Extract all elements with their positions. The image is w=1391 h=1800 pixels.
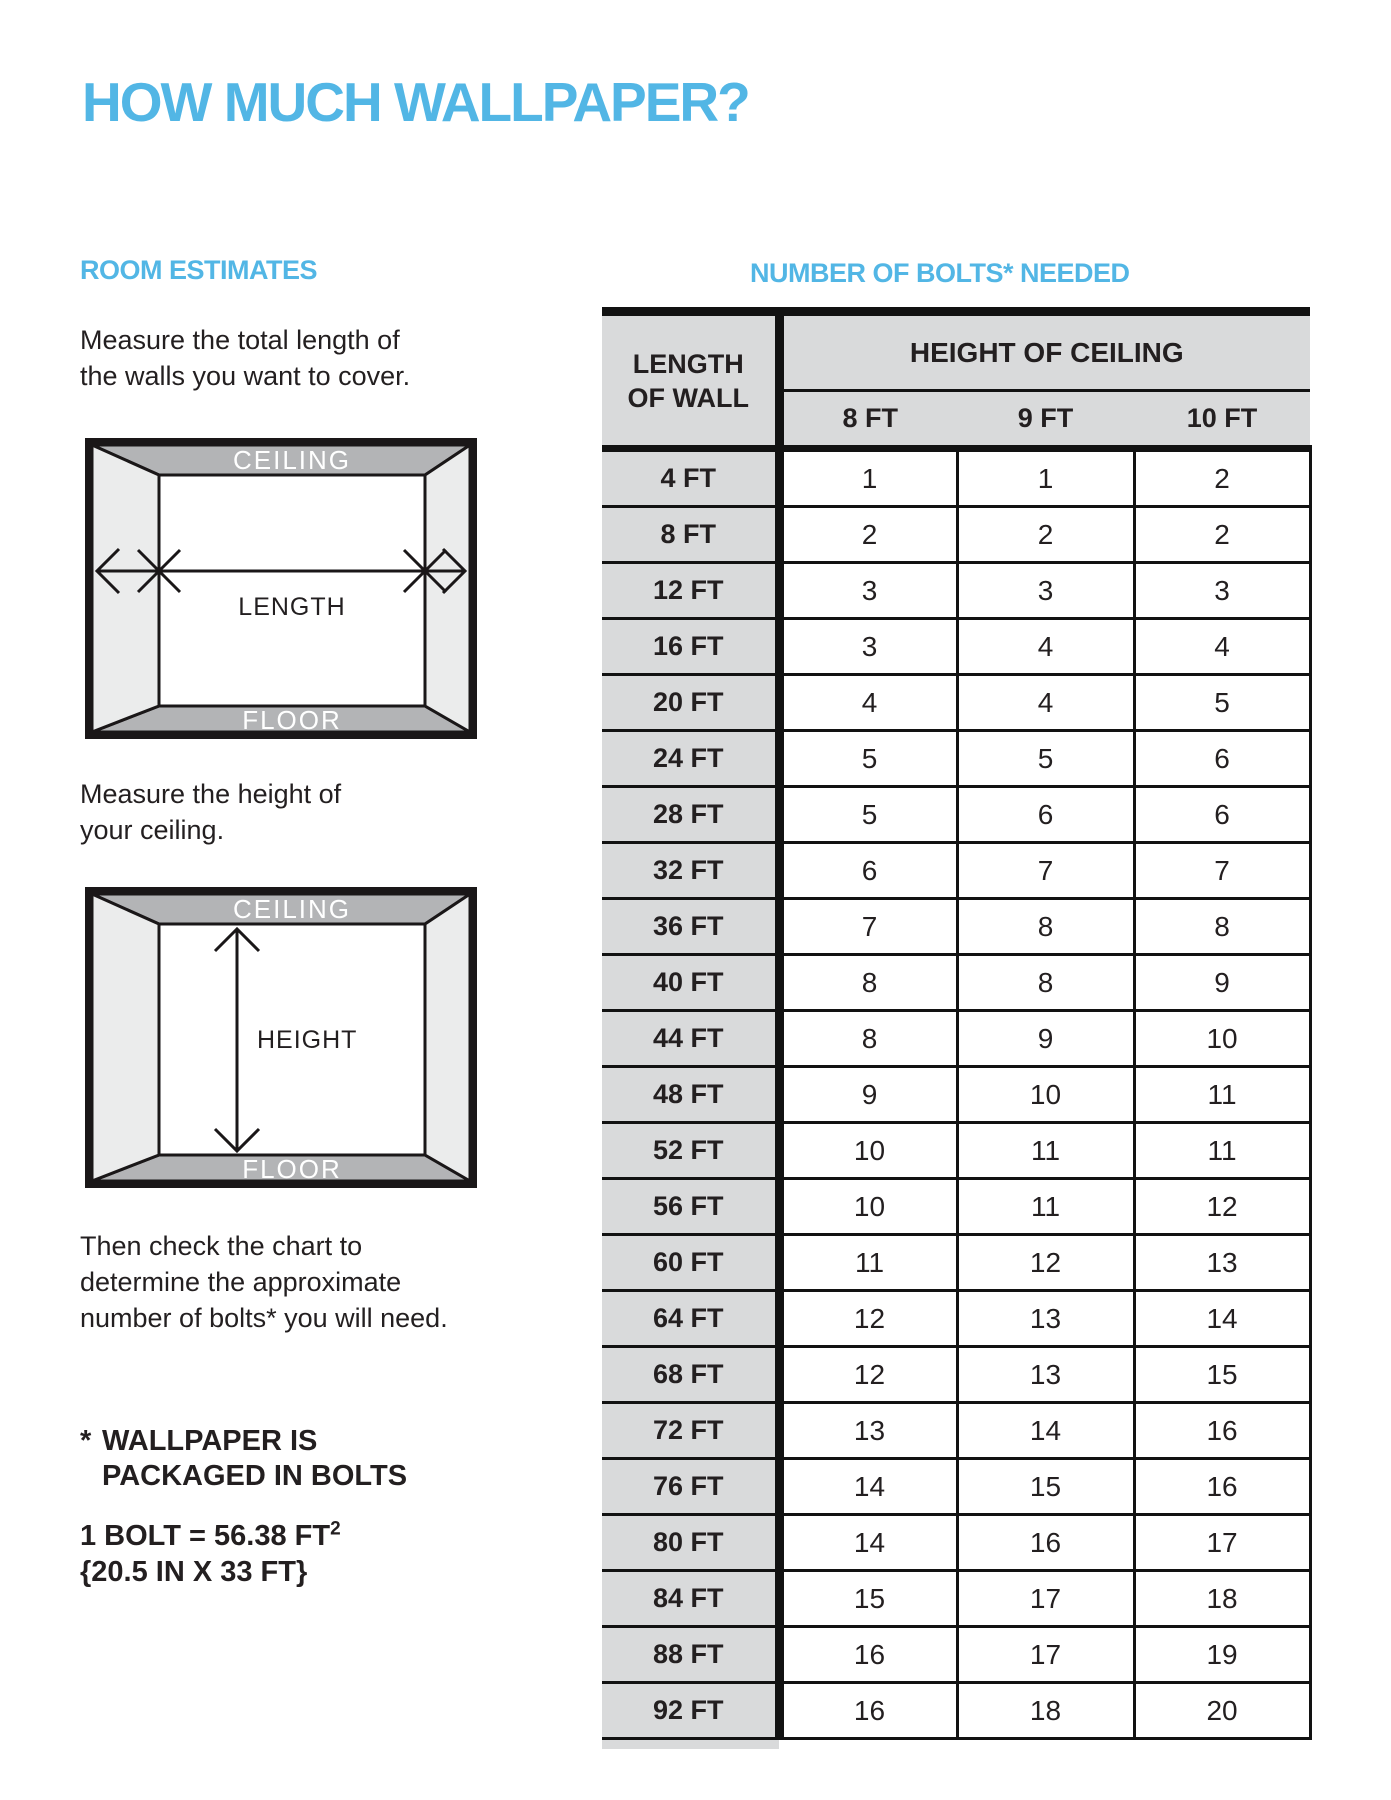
table-row bbox=[602, 955, 1310, 1011]
bolt-count-cell: 16 bbox=[779, 1683, 957, 1739]
bolt-count-cell: 1 bbox=[779, 449, 957, 507]
bolt-count-cell: 14 bbox=[1134, 1291, 1310, 1347]
step3-text bbox=[80, 1228, 448, 1336]
step2-line1: Measure the height of bbox=[80, 779, 342, 809]
table-row bbox=[602, 619, 1310, 675]
bolt-count-cell: 2 bbox=[779, 507, 957, 563]
bolt-count-cell: 3 bbox=[779, 619, 957, 675]
table-row bbox=[602, 843, 1310, 899]
bolt-count-cell: 5 bbox=[957, 731, 1134, 787]
bolt-footnote bbox=[80, 1424, 407, 1494]
bolt-count-cell: 9 bbox=[957, 1011, 1134, 1067]
wall-length-cell: 12 FT bbox=[602, 563, 779, 619]
ceiling-label: CEILING bbox=[232, 445, 352, 475]
bolt-count-cell: 8 bbox=[1134, 899, 1310, 955]
table-row bbox=[602, 1403, 1310, 1459]
step3-line3: number of bolts* you will need. bbox=[80, 1303, 448, 1333]
bolt-count-cell: 3 bbox=[1134, 563, 1310, 619]
bolt-count-cell: 6 bbox=[957, 787, 1134, 843]
bolt-count-cell: 17 bbox=[957, 1627, 1134, 1683]
table-row bbox=[602, 1515, 1310, 1571]
bolt-count-cell: 3 bbox=[957, 563, 1134, 619]
bolt-count-cell: 18 bbox=[957, 1683, 1134, 1739]
wall-length-cell: 48 FT bbox=[602, 1067, 779, 1123]
height-label: HEIGHT bbox=[257, 1026, 358, 1054]
bolt-count-cell: 5 bbox=[779, 787, 957, 843]
bolt-count-cell: 11 bbox=[1134, 1067, 1310, 1123]
bolt-count-cell: 2 bbox=[1134, 507, 1310, 563]
wall-length-cell: 20 FT bbox=[602, 675, 779, 731]
footnote-asterisk: * bbox=[80, 1425, 92, 1457]
bolt-count-cell: 4 bbox=[957, 619, 1134, 675]
bolt-equation-base: 1 BOLT = 56.38 FT bbox=[80, 1520, 331, 1552]
back-wall bbox=[159, 475, 425, 706]
bolt-count-cell: 9 bbox=[779, 1067, 957, 1123]
bolt-table-body bbox=[602, 449, 1310, 1739]
bolt-count-cell: 6 bbox=[1134, 731, 1310, 787]
bolt-count-cell: 14 bbox=[779, 1515, 957, 1571]
bolt-count-cell: 11 bbox=[779, 1235, 957, 1291]
bolt-count-cell: 16 bbox=[957, 1515, 1134, 1571]
table-row bbox=[602, 449, 1310, 507]
wall-length-cell: 88 FT bbox=[602, 1627, 779, 1683]
bolt-count-cell: 16 bbox=[1134, 1459, 1310, 1515]
bolt-count-cell: 4 bbox=[1134, 619, 1310, 675]
length-label: LENGTH bbox=[238, 593, 346, 621]
step3-line2: determine the approximate bbox=[80, 1267, 402, 1297]
bolt-count-cell: 5 bbox=[1134, 675, 1310, 731]
wall-length-cell: 4 FT bbox=[602, 449, 779, 507]
bolt-count-cell: 11 bbox=[957, 1179, 1134, 1235]
wall-length-cell: 40 FT bbox=[602, 955, 779, 1011]
wall-length-cell: 28 FT bbox=[602, 787, 779, 843]
bolt-count-cell: 10 bbox=[957, 1067, 1134, 1123]
bolt-count-cell: 7 bbox=[779, 899, 957, 955]
table-row bbox=[602, 563, 1310, 619]
step1-line2: the walls you want to cover. bbox=[80, 361, 411, 391]
length-header-line2: OF WALL bbox=[627, 382, 749, 413]
ceiling-height-diagram bbox=[85, 887, 477, 1188]
bolt-count-cell: 14 bbox=[779, 1459, 957, 1515]
table-row bbox=[602, 787, 1310, 843]
footnote-line2: PACKAGED IN BOLTS bbox=[102, 1460, 408, 1492]
bolt-count-cell: 9 bbox=[1134, 955, 1310, 1011]
height-of-ceiling-header: HEIGHT OF CEILING bbox=[779, 312, 1310, 391]
ceiling-9ft-header: 9 FT bbox=[957, 391, 1134, 449]
bolt-count-cell: 4 bbox=[779, 675, 957, 731]
right-wall bbox=[425, 894, 470, 1181]
bolt-count-cell: 4 bbox=[957, 675, 1134, 731]
wall-length-cell: 60 FT bbox=[602, 1235, 779, 1291]
floor-label: FLOOR bbox=[242, 1154, 342, 1184]
table-row bbox=[602, 1067, 1310, 1123]
bolt-count-cell: 12 bbox=[779, 1347, 957, 1403]
bolt-count-cell: 3 bbox=[779, 563, 957, 619]
bolt-equation bbox=[80, 1520, 341, 1553]
bolt-count-cell: 11 bbox=[957, 1123, 1134, 1179]
bolts-needed-heading: NUMBER OF BOLTS* NEEDED bbox=[750, 258, 1130, 288]
bolt-table bbox=[602, 307, 1312, 1740]
wall-length-cell: 32 FT bbox=[602, 843, 779, 899]
wall-length-cell: 56 FT bbox=[602, 1179, 779, 1235]
bolt-count-cell: 17 bbox=[1134, 1515, 1310, 1571]
bolt-count-cell: 5 bbox=[779, 731, 957, 787]
ceiling-label: CEILING bbox=[232, 894, 352, 924]
bolt-table-container bbox=[602, 307, 1312, 1740]
table-row bbox=[602, 1011, 1310, 1067]
step2-text bbox=[80, 776, 341, 848]
step1-text bbox=[80, 322, 410, 394]
label-column-stub bbox=[602, 1740, 779, 1749]
bolt-count-cell: 6 bbox=[779, 843, 957, 899]
table-row bbox=[602, 731, 1310, 787]
wall-length-cell: 76 FT bbox=[602, 1459, 779, 1515]
wall-length-cell: 44 FT bbox=[602, 1011, 779, 1067]
step3-line1: Then check the chart to bbox=[80, 1231, 363, 1261]
length-of-wall-header bbox=[602, 312, 779, 449]
ceiling-10ft-header: 10 FT bbox=[1134, 391, 1310, 449]
floor-label: FLOOR bbox=[242, 705, 342, 735]
bolt-count-cell: 8 bbox=[957, 899, 1134, 955]
bolt-count-cell: 16 bbox=[779, 1627, 957, 1683]
table-row bbox=[602, 1123, 1310, 1179]
bolt-count-cell: 13 bbox=[957, 1347, 1134, 1403]
wall-length-cell: 84 FT bbox=[602, 1571, 779, 1627]
table-row bbox=[602, 1571, 1310, 1627]
wall-length-cell: 16 FT bbox=[602, 619, 779, 675]
table-row bbox=[602, 1179, 1310, 1235]
bolt-count-cell: 10 bbox=[779, 1123, 957, 1179]
bolt-count-cell: 16 bbox=[1134, 1403, 1310, 1459]
left-wall bbox=[92, 894, 159, 1181]
bolt-count-cell: 15 bbox=[1134, 1347, 1310, 1403]
table-row bbox=[602, 675, 1310, 731]
bolt-count-cell: 20 bbox=[1134, 1683, 1310, 1739]
bolt-count-cell: 12 bbox=[779, 1291, 957, 1347]
bolt-count-cell: 7 bbox=[957, 843, 1134, 899]
step1-line1: Measure the total length of bbox=[80, 325, 400, 355]
wall-length-cell: 92 FT bbox=[602, 1683, 779, 1739]
ceiling-8ft-header: 8 FT bbox=[779, 391, 957, 449]
bolt-count-cell: 17 bbox=[957, 1571, 1134, 1627]
bolt-count-cell: 11 bbox=[1134, 1123, 1310, 1179]
bolt-count-cell: 8 bbox=[779, 955, 957, 1011]
bolt-count-cell: 2 bbox=[957, 507, 1134, 563]
room-length-diagram bbox=[85, 438, 477, 739]
footnote-line1: WALLPAPER IS bbox=[102, 1425, 318, 1457]
bolt-count-cell: 12 bbox=[1134, 1179, 1310, 1235]
left-wall bbox=[92, 445, 159, 732]
bolt-count-cell: 6 bbox=[1134, 787, 1310, 843]
bolt-count-cell: 15 bbox=[957, 1459, 1134, 1515]
bolt-count-cell: 19 bbox=[1134, 1627, 1310, 1683]
bolt-count-cell: 8 bbox=[957, 955, 1134, 1011]
table-row bbox=[602, 1235, 1310, 1291]
step2-line2: your ceiling. bbox=[80, 815, 225, 845]
table-row bbox=[602, 1683, 1310, 1739]
wall-length-cell: 72 FT bbox=[602, 1403, 779, 1459]
bolt-count-cell: 14 bbox=[957, 1403, 1134, 1459]
bolt-count-cell: 8 bbox=[779, 1011, 957, 1067]
bolt-count-cell: 13 bbox=[957, 1291, 1134, 1347]
bolt-count-cell: 13 bbox=[1134, 1235, 1310, 1291]
table-row bbox=[602, 507, 1310, 563]
wall-length-cell: 52 FT bbox=[602, 1123, 779, 1179]
length-header-line1: LENGTH bbox=[632, 348, 744, 379]
bolt-count-cell: 12 bbox=[957, 1235, 1134, 1291]
bolt-count-cell: 13 bbox=[779, 1403, 957, 1459]
wall-length-cell: 8 FT bbox=[602, 507, 779, 563]
bolt-count-cell: 1 bbox=[957, 449, 1134, 507]
wall-length-cell: 64 FT bbox=[602, 1291, 779, 1347]
bolt-count-cell: 7 bbox=[1134, 843, 1310, 899]
wall-length-cell: 36 FT bbox=[602, 899, 779, 955]
table-row bbox=[602, 1627, 1310, 1683]
bolt-count-cell: 18 bbox=[1134, 1571, 1310, 1627]
wall-length-cell: 80 FT bbox=[602, 1515, 779, 1571]
bolt-equation-exponent: 2 bbox=[330, 1518, 341, 1540]
bolt-count-cell: 2 bbox=[1134, 449, 1310, 507]
table-row bbox=[602, 1291, 1310, 1347]
table-header-row-1 bbox=[602, 312, 1310, 391]
page-title: HOW MUCH WALLPAPER? bbox=[82, 71, 749, 133]
wall-length-cell: 68 FT bbox=[602, 1347, 779, 1403]
table-row bbox=[602, 899, 1310, 955]
table-row bbox=[602, 1347, 1310, 1403]
wall-length-cell: 24 FT bbox=[602, 731, 779, 787]
bolt-dimensions: {20.5 IN X 33 FT} bbox=[80, 1556, 308, 1588]
bolt-count-cell: 15 bbox=[779, 1571, 957, 1627]
bolt-count-cell: 10 bbox=[779, 1179, 957, 1235]
table-row bbox=[602, 1459, 1310, 1515]
bolt-count-cell: 10 bbox=[1134, 1011, 1310, 1067]
room-estimates-heading: ROOM ESTIMATES bbox=[80, 255, 318, 285]
